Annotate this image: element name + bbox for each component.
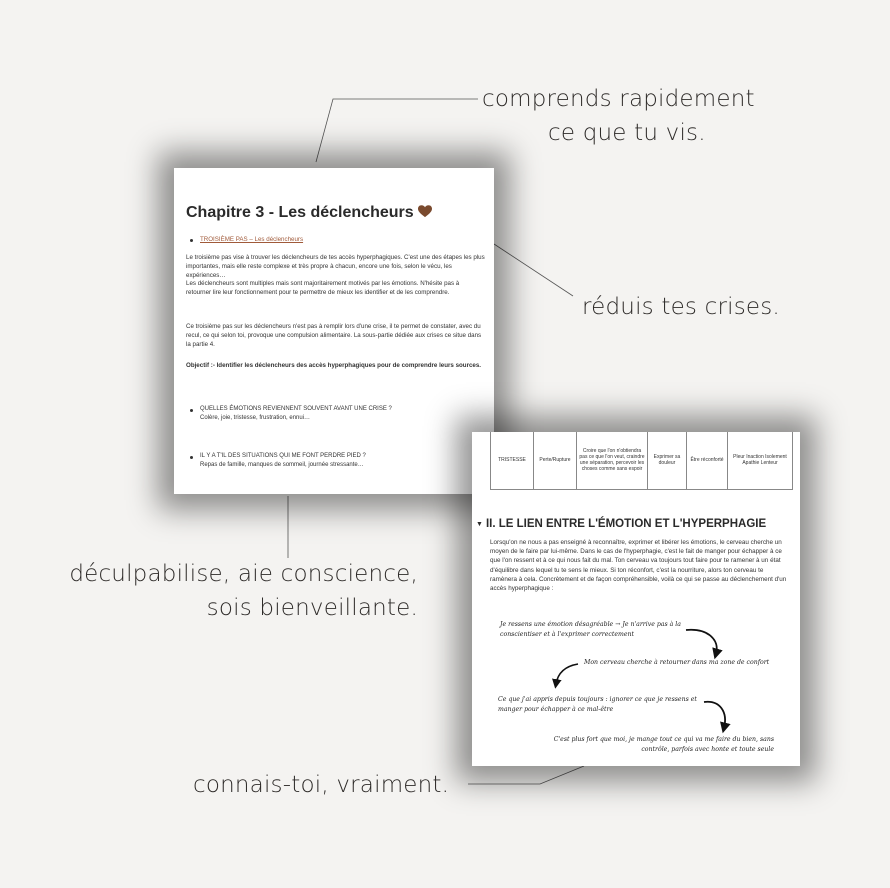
paragraph-2: Les déclencheurs sont multiples mais sont majoritairement motivés par les émotions. N'hésite pas à retourner lire leur fonctionnement pour te permettre de mieux les identifier et de les comprendre. [186, 280, 460, 297]
table-cell-need: Exprimer sa douleur [648, 432, 687, 490]
table-cell-emotion: TRISTESSE [491, 432, 534, 490]
document-page-emotion-link [472, 432, 800, 766]
paragraph-1: Le troisième pas vise à trouver les déclencheurs de tes accès hyperphagiques. C'est une des étapes les plus importantes, mais elle reste complexe et très propre à chacun, encore une fois, selon le vécu, les expériences… [186, 254, 485, 279]
flow-step-4-line2: contrôle, parfois avec honte et toute seule [641, 745, 774, 753]
chapter-title-text: Chapitre 3 - Les déclencheurs [186, 204, 414, 221]
paragraph-3: Ce troisième pas sur les déclencheurs n'est pas à remplir lors d'une crise, il te permet de constater, avec du recul, ce qui selon toi, provoque une compulsion alimentaire. La sous-partie dédiée aux crises ce situe dans la partie 4. [186, 323, 482, 348]
flow-step-1-line1: Je ressens une émotion désagréable → Je n'arrive pas à la [500, 621, 681, 628]
question-2 [200, 452, 480, 469]
right-callout-line [494, 244, 573, 296]
section-body: Lorsqu'on ne nous a pas enseigné à reconnaître, exprimer et libérer les émotions, le cerveau cherche un moyen de le faire par lui-même. Dans le cas de l'hyperphagie, c'est le fait de manger pour échapper à ce que l'on ressent et à ce qui nous fait du mal. Ton cerveau va toujours tout faire pour te ramener à un état d'équilibre dans lequel tu te sens le mieux. Si ton réconfort, c'est la nourriture, alors ton cerveau te ramènera à cela. Concrètement et de façon compréhensible, voilà ce qui se passe au déclenchement d'un accès hyperphagique : [490, 539, 787, 593]
question-bullet-1 [190, 409, 193, 412]
arrow-curve-2-icon [556, 664, 578, 684]
chapter-title [186, 204, 432, 222]
top-callout-line [316, 99, 478, 162]
document-page-chapter-3 [174, 168, 494, 494]
callout-top-line2: ce que tu vis. [548, 120, 706, 146]
callout-bottom: connais-toi, vraiment. [193, 772, 450, 798]
flow-arrows [472, 432, 800, 766]
answer-2-text: Repas de famille, manques de sommeil, journée stressante… [200, 461, 364, 468]
table-cell-behavior: Pleur Inaction Isolement Apathie Lenteur [728, 432, 793, 490]
section-link[interactable]: TROISIÈME PAS – Les déclencheurs [200, 236, 304, 243]
question-2-text: IL Y A T'IL DES SITUATIONS QUI ME FONT PERDRE PIED ? [200, 453, 366, 459]
table-cell-goal: Être réconforté [687, 432, 728, 490]
arrow-curve-3-icon [704, 702, 725, 728]
link-bullet [190, 239, 193, 242]
flow-step-3-line1: Ce que j'ai appris depuis toujours : ignorer ce que je ressens et [498, 696, 697, 703]
flow-step-4-line1: C'est plus fort que moi, je mange tout ce qui va me faire du bien, sans [553, 736, 774, 743]
objective-text: Objectif :- Identifier les déclencheurs des accès hyperphagiques pour de comprendre leurs sources. [186, 362, 482, 369]
flow-step-2: Mon cerveau cherche à retourner dans ma zone de confort [584, 659, 770, 666]
section-heading-text: II. LE LIEN ENTRE L'ÉMOTION ET L'HYPERPHAGIE [485, 518, 767, 530]
table-cell-trigger: Perte/Rupture [534, 432, 577, 490]
callout-left-line1: déculpabilise, aie conscience, [69, 561, 418, 587]
bottom-callout-line [468, 766, 584, 784]
callout-top [482, 82, 782, 150]
question-bullet-2 [190, 456, 193, 459]
answer-1-text: Colère, joie, tristesse, frustration, ennui… [200, 414, 311, 421]
callout-left [58, 557, 418, 625]
question-1 [200, 405, 480, 422]
collapse-triangle-icon[interactable]: ▼ [476, 521, 483, 528]
flow-step-3-line2: manger pour échapper à ce mal-être [498, 705, 614, 713]
flow-step-1-line2: conscientiser et à l'exprimer correctement [500, 630, 635, 638]
paragraph-intro [186, 254, 486, 298]
callout-right: réduis tes crises. [582, 294, 780, 320]
callout-left-line2: sois bienveillante. [206, 595, 418, 621]
brown-heart-icon [418, 205, 432, 218]
question-1-text: QUELLES ÉMOTIONS REVIENNENT SOUVENT AVANT UNE CRISE ? [200, 406, 392, 412]
arrow-curve-1-icon [686, 630, 717, 654]
callout-top-line1: comprends rapidement [482, 86, 755, 112]
table-cell-belief: Croire que l'on n'obtiendra pas ce que l'on veut, craindre une séparation, percevoir les choses comme sans espoir [577, 432, 648, 490]
